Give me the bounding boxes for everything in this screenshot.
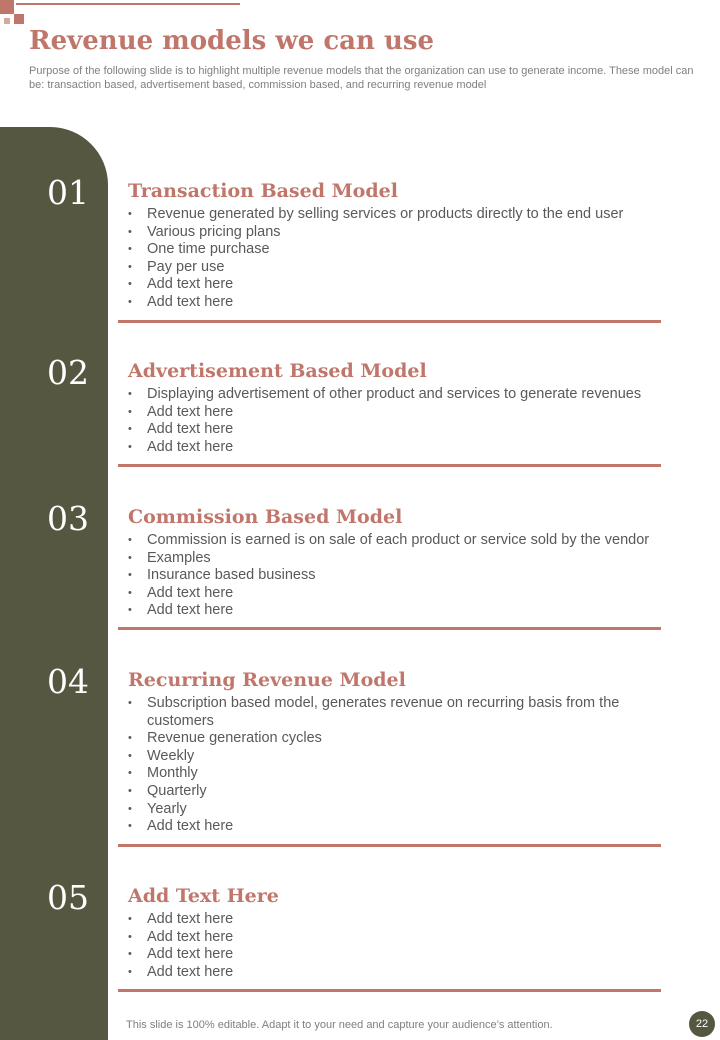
section-number: 01 bbox=[47, 173, 89, 212]
bullet-item: • Weekly bbox=[128, 748, 661, 766]
bullet-item: • Add text here bbox=[128, 964, 661, 982]
page-title: Revenue models we can use bbox=[29, 26, 435, 56]
bullet-item: • Add text here bbox=[128, 421, 661, 439]
section-number: 03 bbox=[47, 499, 89, 538]
bullet-item: • Add text here bbox=[128, 818, 661, 836]
section-add-text bbox=[118, 883, 661, 981]
section-divider bbox=[118, 844, 661, 847]
bullet-item: • Revenue generated by selling services or products directly to the end user bbox=[128, 206, 661, 224]
bullet-item: • Add text here bbox=[128, 602, 661, 620]
section-title: Transaction Based Model bbox=[128, 180, 398, 202]
section-divider bbox=[118, 627, 661, 630]
section-advertisement-based bbox=[118, 358, 661, 456]
section-title: Add Text Here bbox=[128, 885, 279, 907]
section-divider bbox=[118, 989, 661, 992]
section-divider bbox=[118, 320, 661, 323]
corner-decoration bbox=[0, 0, 14, 14]
bullet-item: • Add text here bbox=[128, 404, 661, 422]
section-divider bbox=[118, 464, 661, 467]
bullet-list bbox=[118, 695, 661, 836]
bullet-item: • Revenue generation cycles bbox=[128, 730, 661, 748]
bullet-item: • Add text here bbox=[128, 276, 661, 294]
bullet-item: • Displaying advertisement of other product and services to generate revenues bbox=[128, 386, 661, 404]
bullet-item: • Various pricing plans bbox=[128, 224, 661, 242]
bullet-item: • Insurance based business bbox=[128, 567, 661, 585]
section-title: Recurring Revenue Model bbox=[128, 669, 406, 691]
bullet-item: • Monthly bbox=[128, 765, 661, 783]
bullet-item: • Add text here bbox=[128, 585, 661, 603]
section-transaction-based bbox=[118, 178, 661, 312]
section-number: 02 bbox=[47, 353, 89, 392]
bullet-item: • Add text here bbox=[128, 294, 661, 312]
bullet-item: • Quarterly bbox=[128, 783, 661, 801]
section-number: 05 bbox=[47, 878, 89, 917]
bullet-item: • Add text here bbox=[128, 439, 661, 457]
bullet-list bbox=[118, 532, 661, 620]
section-title: Commission Based Model bbox=[128, 506, 403, 528]
bullet-list bbox=[118, 386, 661, 456]
page-subtitle: Purpose of the following slide is to highlight multiple revenue models that the organization can use to generate income. These model can be: transaction based, advertisement based, commission based, and recurring revenue model bbox=[29, 65, 694, 91]
bullet-list bbox=[118, 911, 661, 981]
bullet-list bbox=[118, 206, 661, 312]
section-number: 04 bbox=[47, 662, 89, 701]
top-accent-line bbox=[16, 3, 240, 5]
bullet-item: • One time purchase bbox=[128, 241, 661, 259]
page-number-badge: 22 bbox=[689, 1011, 715, 1037]
corner-decoration bbox=[4, 18, 10, 24]
bullet-item: • Yearly bbox=[128, 801, 661, 819]
bullet-item: • Pay per use bbox=[128, 259, 661, 277]
bullet-item: • Add text here bbox=[128, 946, 661, 964]
bullet-item: • Subscription based model, generates revenue on recurring basis from the customers bbox=[128, 695, 661, 730]
bullet-item: • Add text here bbox=[128, 911, 661, 929]
footer-note: This slide is 100% editable. Adapt it to your need and capture your audience’s attention. bbox=[126, 1019, 553, 1031]
bullet-item: • Add text here bbox=[128, 929, 661, 947]
bullet-item: • Examples bbox=[128, 550, 661, 568]
section-commission-based bbox=[118, 504, 661, 620]
corner-decoration bbox=[14, 14, 24, 24]
section-recurring-revenue bbox=[118, 667, 661, 836]
section-title: Advertisement Based Model bbox=[128, 360, 427, 382]
bullet-item: • Commission is earned is on sale of each product or service sold by the vendor bbox=[128, 532, 661, 550]
